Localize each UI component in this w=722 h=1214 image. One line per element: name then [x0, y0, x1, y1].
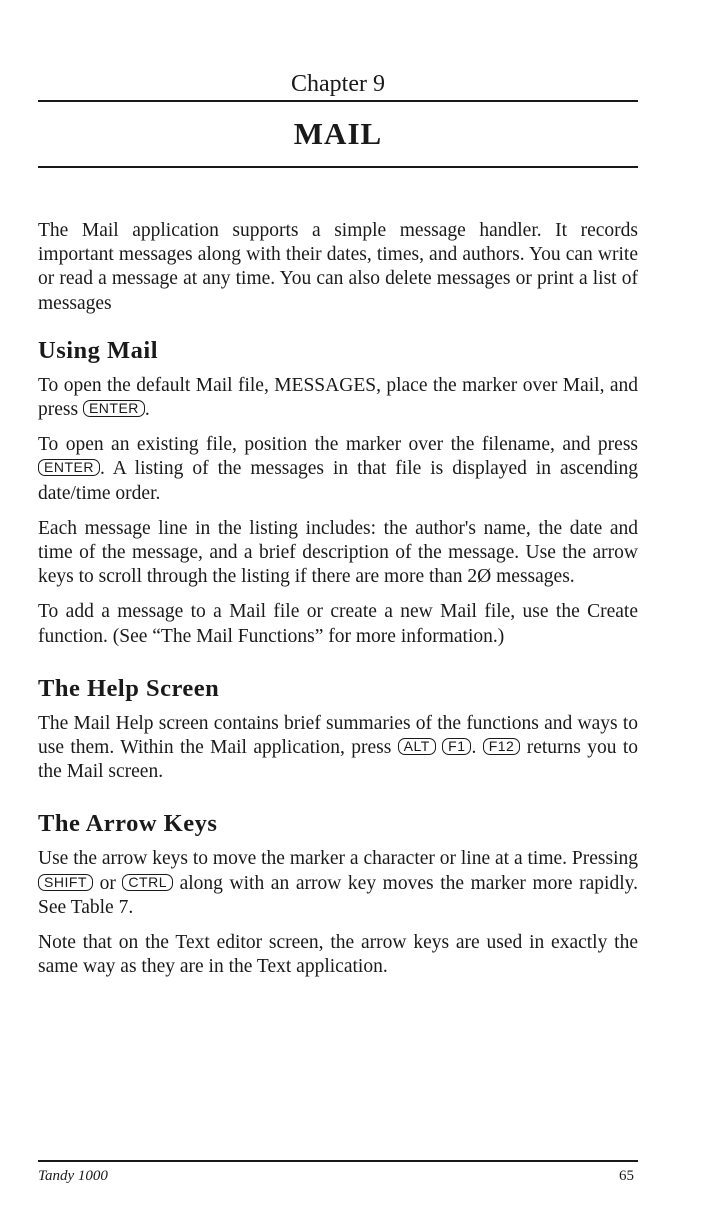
heading-help-screen: The Help Screen [38, 674, 220, 702]
text-run: Use the arrow keys to move the marker a character or line at a time. Pressing [38, 848, 638, 870]
using-mail-paragraph-1 [38, 374, 638, 422]
manual-title: Tandy 1000 [38, 1168, 108, 1184]
body-text [38, 219, 638, 990]
text-run: returns you to the Mail screen. [38, 737, 638, 783]
enter-key-icon: ENTER [83, 400, 145, 417]
text-run: To open the default Mail file, MESSAGES, place the marker over Mail, and press [38, 374, 638, 421]
footer-rule [38, 1160, 638, 1162]
using-mail-paragraph-3: Each message line in the listing includes: the author's name, the date and time of the message, and a brief description of the message. Use the arrow keys to scroll through the listing if there are more than 2Ø messages. [38, 517, 638, 588]
f12-key-icon: F12 [483, 738, 521, 755]
title-rule [38, 166, 638, 168]
text-run: . A listing of the messages in that file is displayed in ascending date/time order. [38, 458, 638, 504]
text-run: To open an existing file, position the marker over the filename, and press [38, 434, 638, 456]
intro-paragraph: The Mail application supports a simple message handler. It records important messages along with their dates, times, and authors. You can write or read a message at any time. You can also delete messages or print a list of messages [38, 220, 638, 314]
text-run: along with an arrow key moves the marker more rapidly. See Table 7. [38, 872, 638, 918]
arrow-keys-paragraph-1 [38, 847, 638, 920]
text-run: . [471, 737, 477, 759]
f1-key-icon: F1 [442, 738, 471, 755]
top-rule [38, 100, 638, 102]
enter-key-icon: ENTER [38, 459, 100, 476]
ctrl-key-icon: CTRL [122, 874, 173, 891]
text-run: or [92, 872, 123, 894]
chapter-label: Chapter 9 [291, 71, 385, 97]
using-mail-paragraph-4: To add a message to a Mail file or create a new Mail file, use the Create function. (See “The Mail Functions” for more information.) [38, 601, 638, 647]
help-screen-paragraph [38, 712, 638, 785]
heading-arrow-keys: The Arrow Keys [38, 810, 218, 838]
page-number: 65 [619, 1168, 634, 1184]
heading-using-mail: Using Mail [38, 336, 159, 364]
text-run: The Mail Help screen contains brief summaries of the functions and ways to use them. Within the Mail application, press [38, 712, 638, 759]
text-run: . [144, 399, 150, 421]
shift-key-icon: SHIFT [38, 874, 93, 891]
using-mail-paragraph-2 [38, 433, 638, 506]
arrow-keys-paragraph-2: Note that on the Text editor screen, the arrow keys are used in exactly the same way as they are in the Text application. [38, 932, 638, 978]
alt-key-icon: ALT [398, 738, 436, 755]
chapter-title: MAIL [293, 116, 383, 151]
